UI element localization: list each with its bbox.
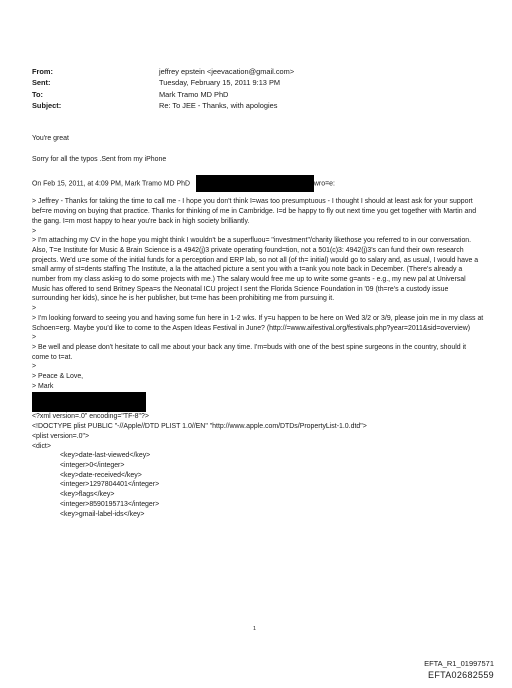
redaction-bar [32,392,146,412]
quote-separator: > [32,363,37,371]
to-value: Mark Tramo MD PhD [159,89,229,99]
xml-line: <dict> [32,442,51,450]
sent-label: Sent: [32,78,51,88]
xml-line: <key>gmail-label-ids</key> [60,510,145,518]
redaction-bar [196,175,314,192]
xml-line: <!DOCTYPE plist PUBLIC "-//Apple//DTD PLIST 1.0//EN" "http://www.apple.com/DTDs/PropertyList-1.0.dtd"> [32,423,367,431]
xml-line: <integer>1297804401</integer> [60,481,160,489]
sent-value: Tuesday, February 15, 2011 9:13 PM [159,78,281,88]
quote-intro-text: On Feb 15, 2011, at 4:09 PM, Mark Tramo MD PhD [32,180,190,188]
sent-row [32,77,294,88]
bates-id-primary: EFTA_R1_01997571 [424,659,494,668]
xml-line: <key>flags</key> [60,491,115,499]
page-number: 1 [253,626,257,632]
subject-value: Re: To JEE - Thanks, with apologies [159,101,278,111]
signature-line: > Mark [32,382,54,390]
quote-intro [32,175,484,192]
xml-line: <key>date-last-viewed</key> [60,452,151,460]
quoted-paragraph: > I'm looking forward to seeing you and having some fun here in 1-2 wks. If y=u happen to be here on Wed 3/2 or 3/9, please join me in my class at Schoen=erg. Maybe you'd like to come to the Aspen Ideas Festival in June? (http://=www.aifestival.org/festivals.php?year=2011&sid=overview) [32,314,484,332]
xml-line: <integer>8590195713</integer> [60,500,160,508]
quoted-paragraph: > Be well and please don't hesitate to call me about your back any time. I'm=buds with one of the best spine surgeons in the country, should it come to t=at. [32,343,467,361]
body-line: Sorry for all the typos .Sent from my iPhone [32,155,167,163]
body-line: You're great [32,135,69,142]
signature-line: > Peace & Love, [32,373,84,381]
quote-separator: > [32,334,37,342]
subject-row [32,100,294,111]
from-label: From: [32,67,53,76]
to-row [32,89,294,100]
xml-line: <?xml version=.0" encoding="TF-8"?> [32,413,149,421]
from-row [32,66,294,77]
quote-separator: > [32,305,37,313]
quoted-paragraph: > Jeffrey - Thanks for taking the time to call me - I hope you don't think I=was too presumptuous - I thought I should at least ask for your support bef=re moving on buying that practice. Thanks for thinking of me in Cambridge. I=d be happy to fly out next time you get together with Martin and the gang. I=m most happy to hear you're back in high society brilliantly. [32,198,477,225]
from-value: jeffrey epstein <jeevacation@gmail.com> [159,67,295,76]
email-body [32,134,484,519]
quoted-paragraph: > I'm attaching my CV in the hope you might think I wouldn't be a superfluou= "investment"/charity likethose you referred to in our conversation. Also, T=e Institute for Music & Brain Science is a 4942(j)3 private operating found=tion, not a 501(c)3: 4942(j)3's can fund their own research projects. We'd u=e some of the initial funds for a perception and ERP lab, so not all (of th= initial) would go to salary and, as usual, I would have a small army of st=dents staffing The Institute, a la the attached picture a sent you with a t=ank you note back in December. (There's already a number from my class aski=g to do some projects with me.) The salary would free me up to write some g=ants - e.g., my new pal at Universal Music has offered to send Britney Spea=s the Neonatal ICU project I sent the Florida Science Foundation in '09 (th=re's a custody issue surrounding her kids), since he is her publisher, but t=me has been prohibiting me from pursuing it. [32,237,479,303]
xml-line: <integer>0</integer> [60,461,125,469]
xml-line: <key>date-received</key> [60,471,142,479]
subject-label: Subject: [32,101,62,111]
to-label: To: [32,89,43,99]
quote-separator: > [32,227,37,235]
bates-id-secondary: EFTA02682559 [428,670,494,680]
xml-line: <plist version=.0"> [32,432,90,440]
email-header [32,66,294,112]
quote-intro-tail: wro=e: [313,180,335,188]
